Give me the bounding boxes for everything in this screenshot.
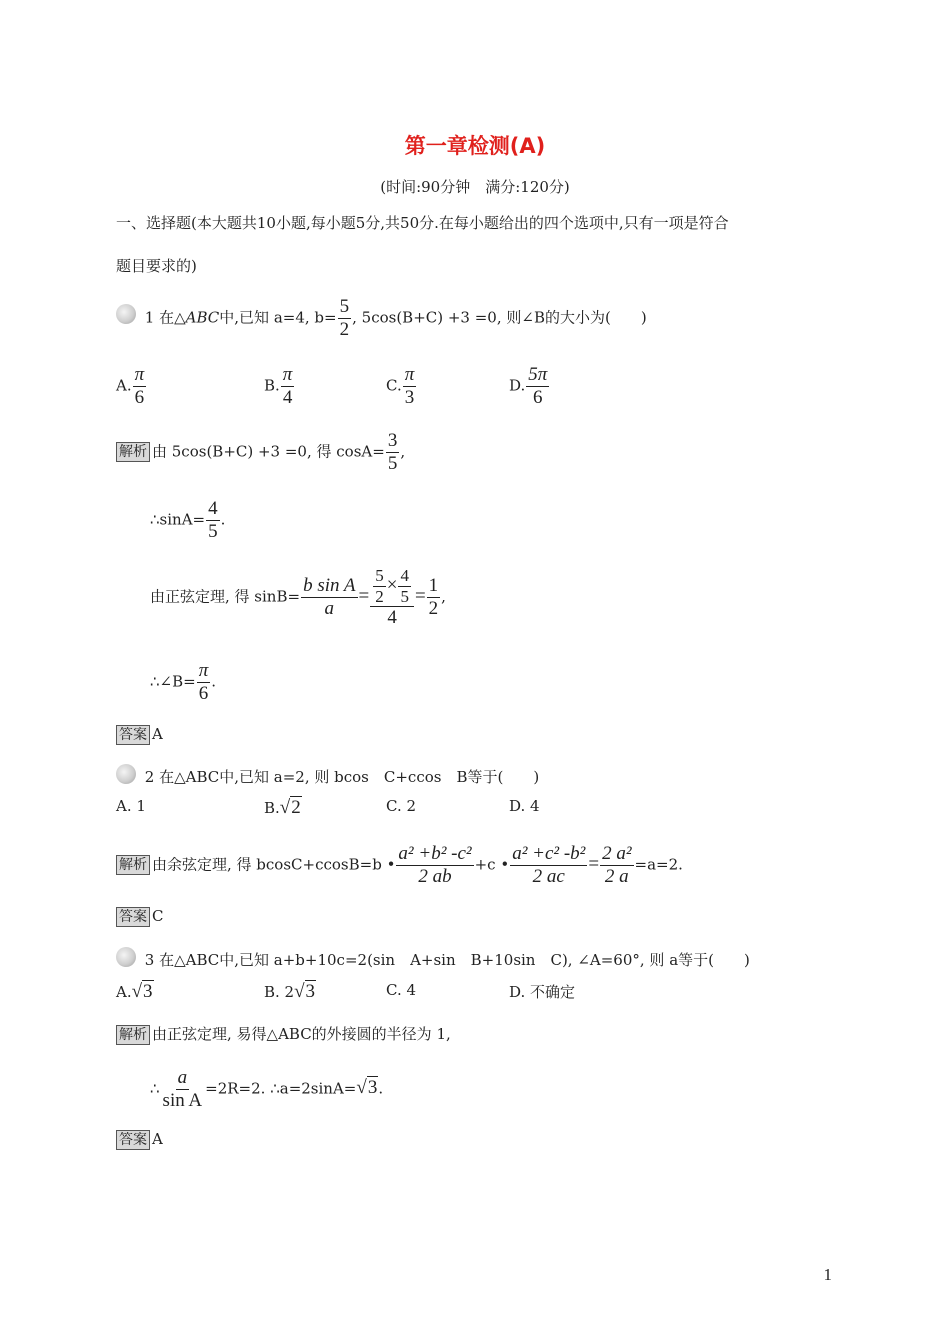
analysis-2: 解析 由余弦定理, 得 bcosC+ccosB=b • $\frac{\text{a² +b² -c²}}{2 ab}$ +c • $\frac{\text{a² +c² -b²}}{2 ac}$ = $\frac{\text{2 a²}}{2 a}$ =a=2. (116, 843, 683, 888)
question-marker-icon (116, 947, 136, 967)
analysis-1-line2: ∴sinA= $\frac{4}{5}$ . (150, 498, 226, 542)
option-c: C. 4 (386, 981, 417, 999)
answer-label: 答案 (116, 1130, 150, 1150)
answer-2: 答案 C (116, 907, 163, 927)
option-b: B.√2 (264, 797, 301, 818)
option-a: A. $\frac{\pi}{6}$ (116, 364, 145, 408)
question-marker-icon (116, 764, 136, 784)
option-c: C. $\frac{\pi}{3}$ (386, 364, 415, 408)
analysis-1-line4: ∴∠B= $\frac{\pi}{6}$ . (150, 660, 217, 704)
answer-label: 答案 (116, 907, 150, 927)
analysis-1-line3: 由正弦定理, 得 sinB= $\frac{\text{b sin A}}{a}$ = $\frac{5}{2}$ × $\frac{4}{5}$ 4 = $\frac{1}{2}$ , (150, 566, 446, 629)
question-marker-icon (116, 304, 136, 324)
analysis-1: 解析 由 5cos(B+C) +3 =0, 得 cosA= $\frac{3}{5}$ , (116, 430, 405, 475)
option-c: C. 2 (386, 797, 417, 815)
answer-3: 答案 A (116, 1130, 163, 1150)
analysis-label: 解析 (116, 442, 150, 462)
option-d: D. 4 (509, 797, 540, 815)
analysis-label: 解析 (116, 1025, 150, 1045)
analysis-label: 解析 (116, 855, 150, 875)
page-title: 第一章检测(A) (404, 134, 546, 158)
section-heading-line1: 一、选择题(本大题共10小题,每小题5分,共50分.在每小题给出的四个选项中,只有一项是符合 (116, 214, 729, 232)
question-3: 3 在△ABC中,已知 a+b+10c=2(sin A+sin B+10sin C), ∠A=60°, 则 a等于( ) (116, 949, 750, 971)
section-heading-line2: 题目要求的) (116, 257, 197, 275)
option-a: A. 1 (116, 797, 146, 815)
question-1: 1 在△ABC中,已知 a=4, b= $\frac{5}{2}$ , 5cos(B+C) +3 =0, 则∠B的大小为( ) (116, 296, 647, 341)
question-2: 2 在△ABC中,已知 a=2, 则 bcos C+ccos B等于( ) (116, 766, 539, 788)
option-d: D. $\frac{5\pi}{6}$ (509, 364, 548, 408)
question-number: 1 (144, 308, 155, 327)
option-a: A.√3 (116, 981, 153, 1002)
exam-meta: (时间:90分钟 满分:120分) (380, 178, 570, 196)
option-d: D. 不确定 (509, 983, 576, 1001)
analysis-3-line2: ∴ $\frac{a}{\text{sin A}}$ =2R=2. ∴a=2sinA=√3. (150, 1067, 384, 1111)
fraction: $\frac{5}{2}$ (339, 296, 350, 340)
question-stem: 在△ (159, 308, 186, 327)
answer-1: 答案 A (116, 725, 163, 745)
page-number: 1 (823, 1265, 832, 1284)
option-b: B. 2√3 (264, 981, 316, 1002)
answer-label: 答案 (116, 725, 150, 745)
option-b: B. $\frac{\pi}{4}$ (264, 364, 293, 408)
analysis-3: 解析 由正弦定理, 易得△ABC的外接圆的半径为 1, (116, 1023, 451, 1045)
